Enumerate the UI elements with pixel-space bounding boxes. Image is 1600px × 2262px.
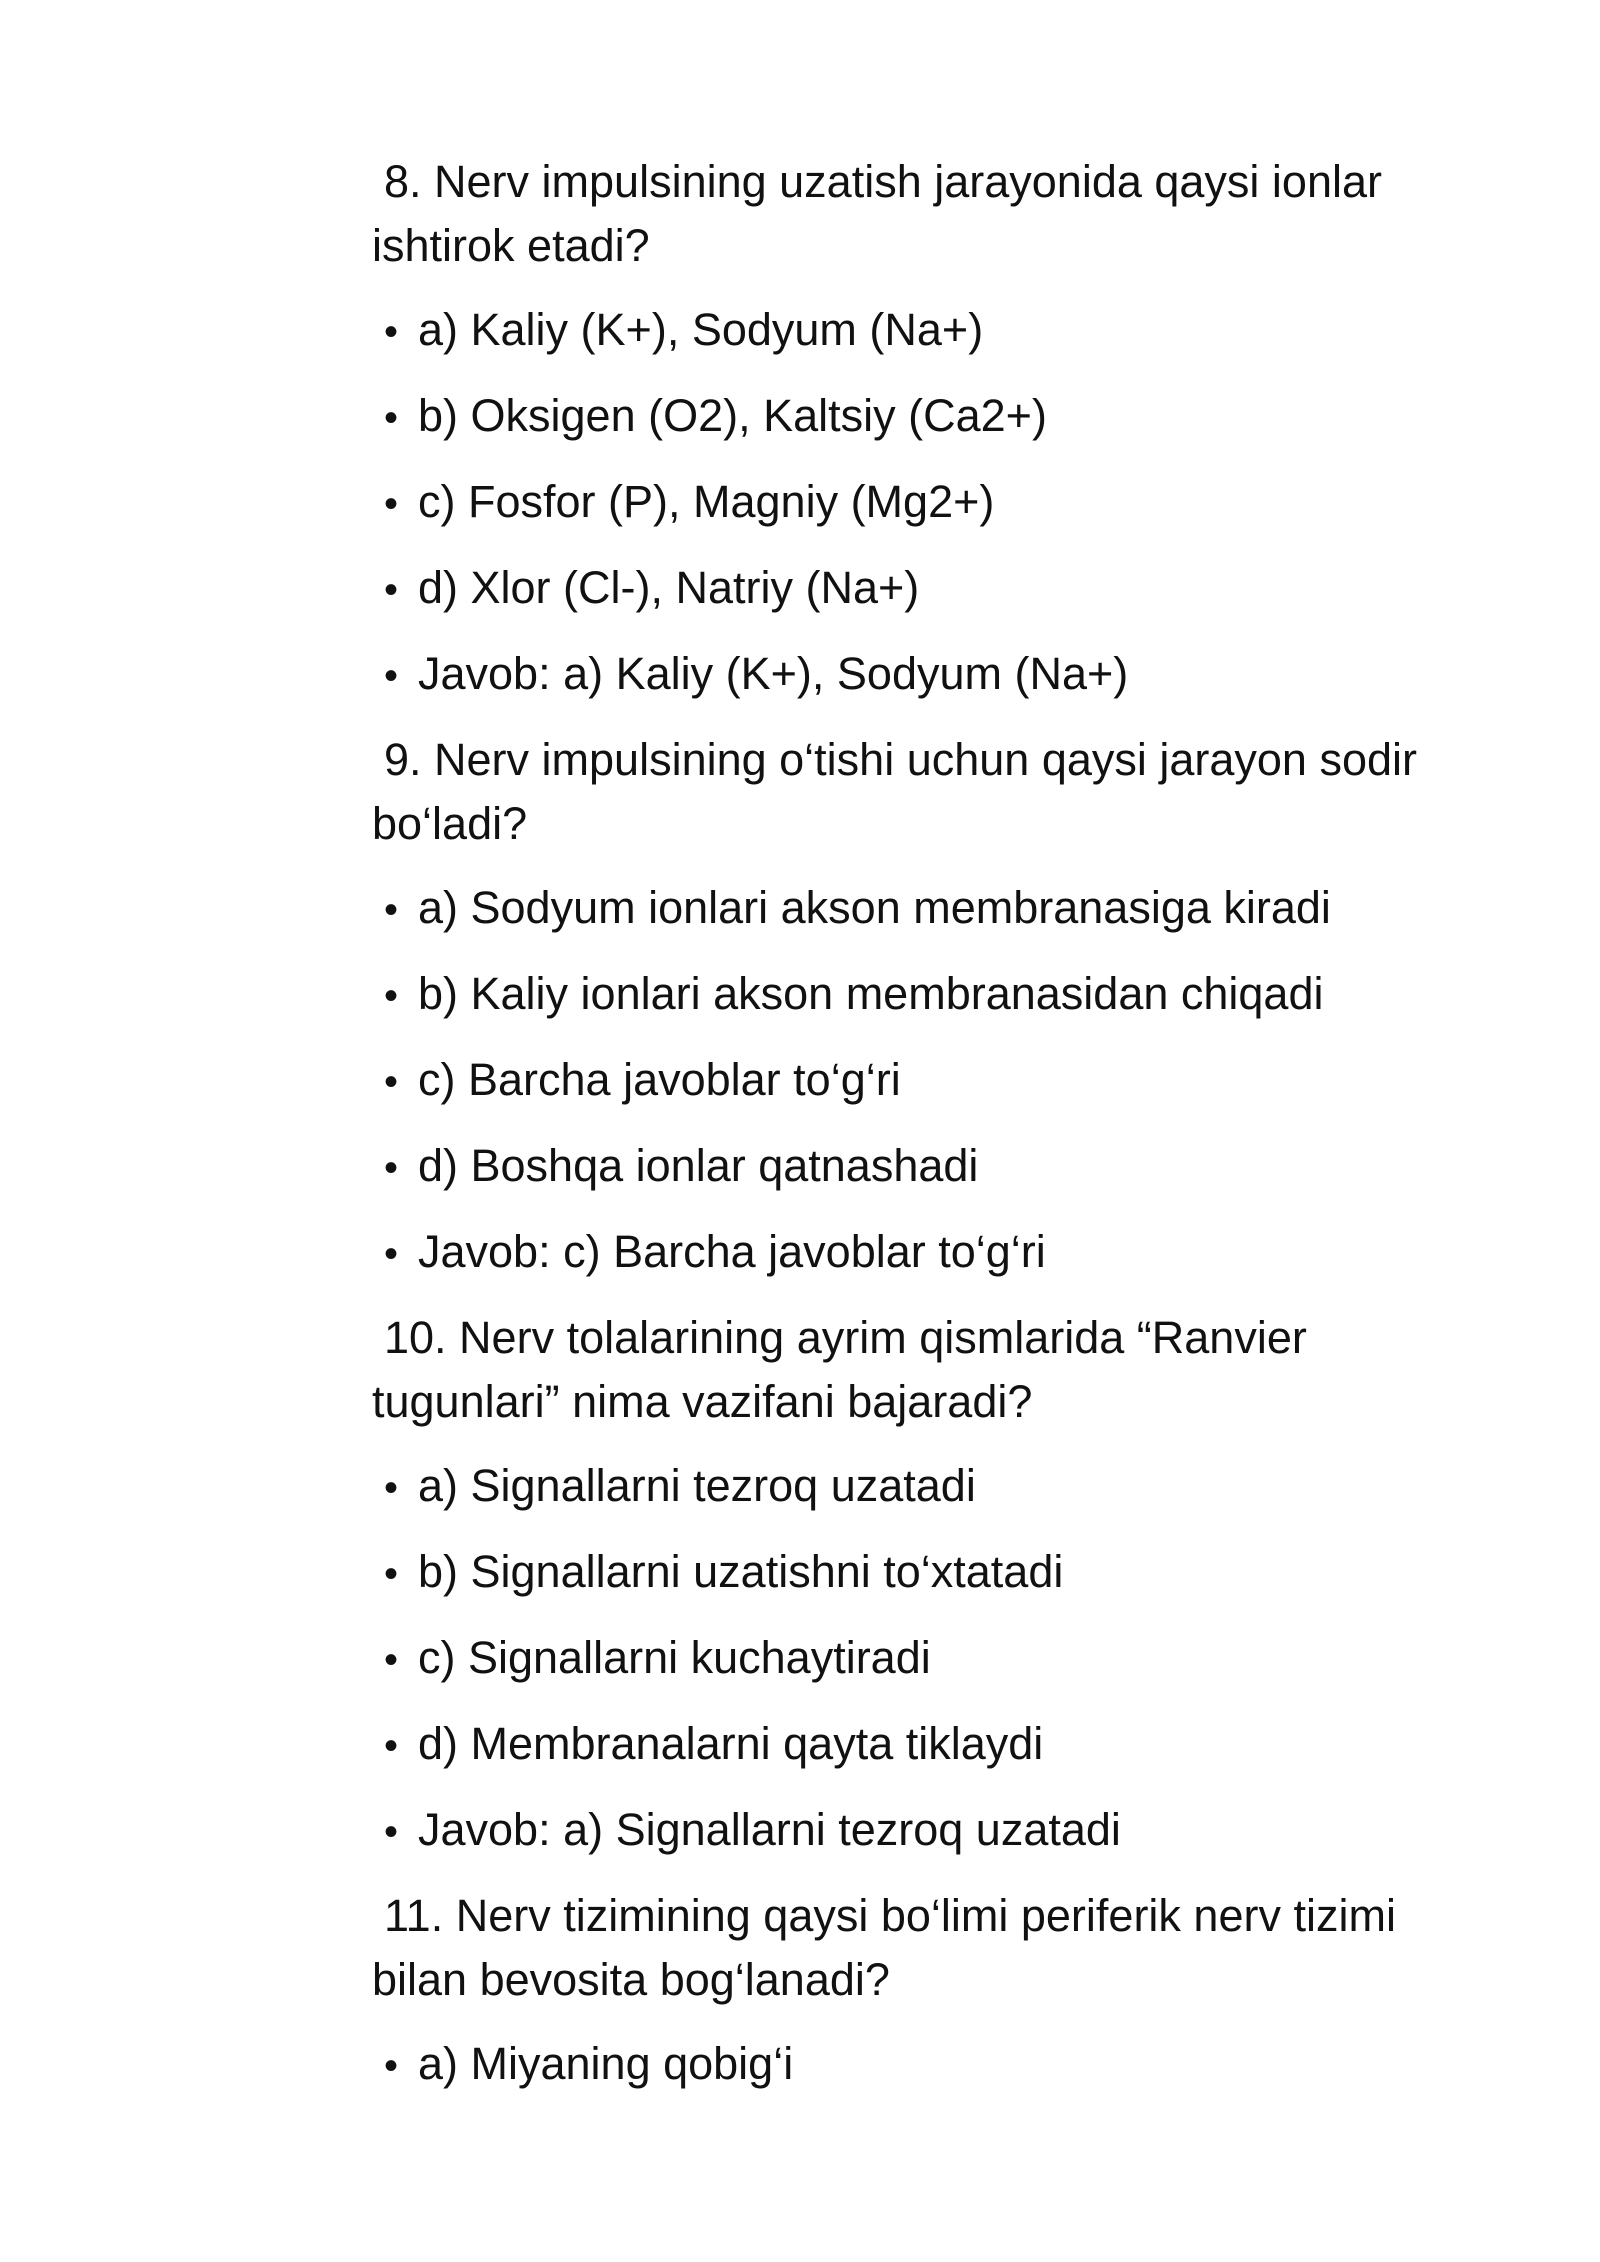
bullet-icon: • (384, 1552, 399, 1596)
option-item (372, 384, 1432, 448)
option-item (372, 1540, 1432, 1604)
option-text: d) Boshqa ionlar qatnashadi (418, 1140, 979, 1191)
answer-item (372, 642, 1432, 706)
bullet-icon: • (384, 396, 399, 440)
option-item (372, 1712, 1432, 1776)
question-text: 9. Nerv impulsining o‘tishi uchun qaysi jarayon sodir bo‘ladi? (372, 734, 1418, 849)
option-text: b) Signallarni uzatishni to‘xtatadi (418, 1546, 1064, 1597)
answer-text: Javob: a) Kaliy (K+), Sodyum (Na+) (418, 648, 1129, 699)
bullet-icon: • (384, 482, 399, 526)
question-block-11 (372, 1884, 1432, 2096)
answer-text: Javob: a) Signallarni tezroq uzatadi (418, 1804, 1121, 1855)
option-item (372, 470, 1432, 534)
bullet-icon: • (384, 974, 399, 1018)
option-text: c) Signallarni kuchaytiradi (418, 1632, 931, 1683)
option-item (372, 962, 1432, 1026)
option-item (372, 556, 1432, 620)
bullet-icon: • (384, 888, 399, 932)
bullet-icon: • (384, 1724, 399, 1768)
option-text: a) Sodyum ionlari akson membranasiga kiradi (418, 882, 1331, 933)
option-item (372, 1626, 1432, 1690)
answer-text: Javob: c) Barcha javoblar to‘g‘ri (418, 1226, 1046, 1277)
option-item (372, 298, 1432, 362)
option-text: d) Membranalarni qayta tiklaydi (418, 1718, 1044, 1769)
bullet-icon: • (384, 1466, 399, 1510)
option-text: a) Kaliy (K+), Sodyum (Na+) (418, 304, 984, 355)
option-item (372, 1134, 1432, 1198)
option-text: b) Kaliy ionlari akson membranasidan chiqadi (418, 968, 1324, 1019)
option-text: d) Xlor (Cl-), Natriy (Na+) (418, 562, 920, 613)
question-text: 8. Nerv impulsining uzatish jarayonida qaysi ionlar ishtirok etadi? (372, 156, 1382, 271)
option-item (372, 1048, 1432, 1112)
question-text: 10. Nerv tolalarining ayrim qismlarida “Ranvier tugunlari” nima vazifani bajaradi? (372, 1312, 1307, 1427)
question-block-10 (372, 1306, 1432, 1862)
option-text: c) Fosfor (P), Magniy (Mg2+) (418, 476, 995, 527)
bullet-icon: • (384, 654, 399, 698)
option-item (372, 876, 1432, 940)
answer-item (372, 1798, 1432, 1862)
question-text: 11. Nerv tizimining qaysi bo‘limi periferik nerv tizimi bilan bevosita bog‘lanadi? (372, 1890, 1396, 2005)
option-text: b) Oksigen (O2), Kaltsiy (Ca2+) (418, 390, 1047, 441)
bullet-icon: • (384, 1638, 399, 1682)
question-block-9 (372, 728, 1432, 1284)
document-content (372, 150, 1432, 2118)
option-item (372, 1454, 1432, 1518)
answer-item (372, 1220, 1432, 1284)
question-block-8 (372, 150, 1432, 706)
option-text: a) Signallarni tezroq uzatadi (418, 1460, 976, 1511)
option-text: a) Miyaning qobig‘i (418, 2038, 794, 2089)
option-item (372, 2032, 1432, 2096)
option-text: c) Barcha javoblar to‘g‘ri (418, 1054, 901, 1105)
bullet-icon: • (384, 568, 399, 612)
bullet-icon: • (384, 2044, 399, 2088)
bullet-icon: • (384, 310, 399, 354)
bullet-icon: • (384, 1232, 399, 1276)
bullet-icon: • (384, 1810, 399, 1854)
bullet-icon: • (384, 1060, 399, 1104)
bullet-icon: • (384, 1146, 399, 1190)
